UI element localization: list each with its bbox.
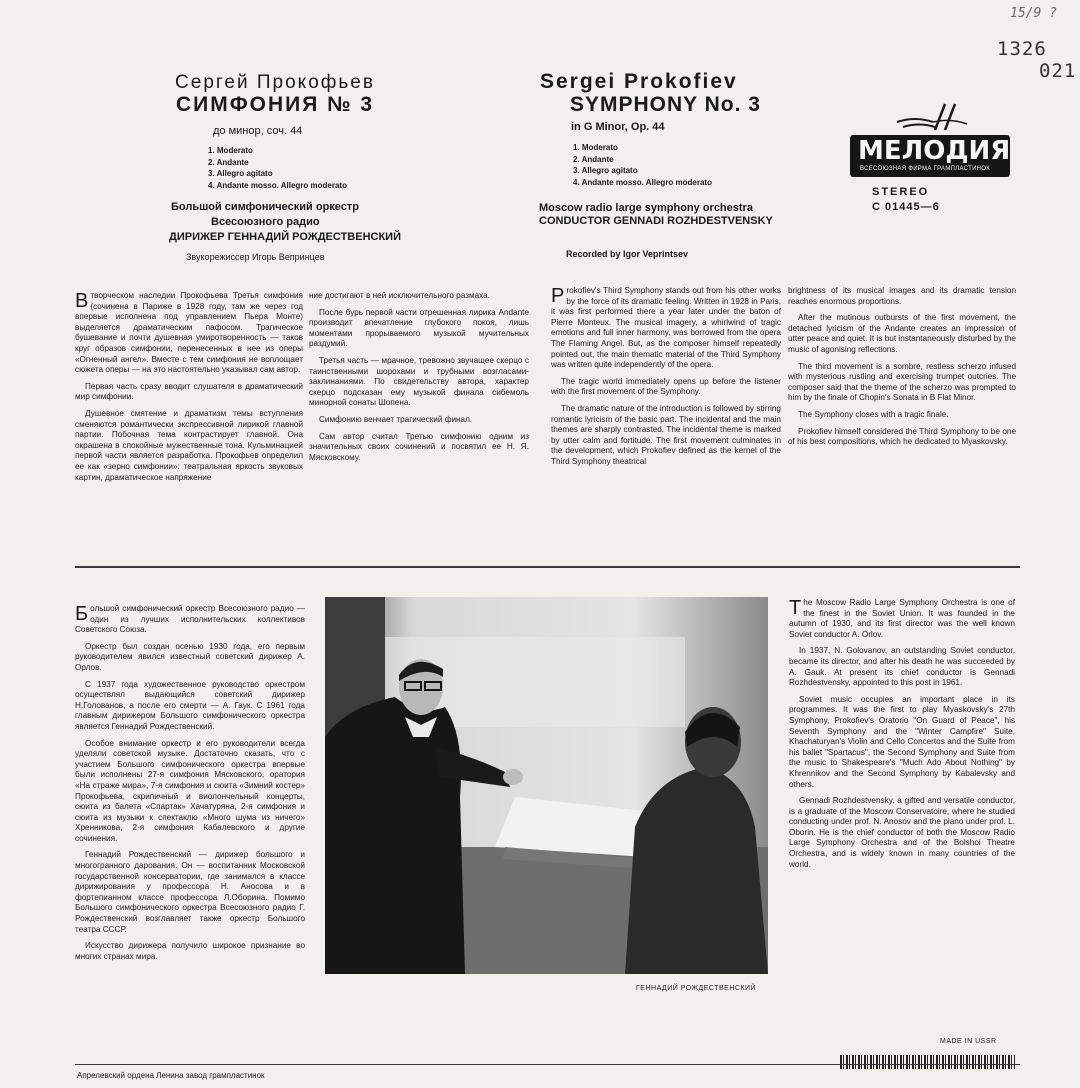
paragraph: Душевное смятение и драматизм темы вступления сменяются романтически экспрессивной лирикой главной партии. Побочная тема контрастирует главной. Она окрашена в спокойные мужественные тона. Кульминацией первой части является разработка. Прокофьев определил ее как «зерно симфонии»: театральная яркость звуковых картин, драматическое напряжение <box>75 408 303 482</box>
movement-en: 2. Andante <box>573 154 614 164</box>
paragraph: The tragic world immediately opens up before the listener with the first movement of the Symphony. <box>551 376 781 397</box>
paragraph: Gennadi Rozhdestvensky, a gifted and versatile conductor, is a graduate of the Moscow Conservatoire, where he studied conducting under prof. N. Anosov and the piano under prof. L. Oborin. He is the chief conductor of both the Moscow Radio Large Symphony Orchestra and of the Bolshoi Theatre Orchestra, and is widely known in many countries of the world. <box>789 796 1015 869</box>
composer-en: Sergei Prokofiev <box>540 70 738 93</box>
movement-list-ru <box>208 145 347 191</box>
notes-ru-column-1 <box>75 291 303 553</box>
performers-ru <box>169 200 401 245</box>
paragraph: brightness of its musical images and its dramatic tension reaches enormous proportions. <box>788 286 1016 306</box>
paragraph: The dramatic nature of the introduction is followed by stirring romantic lyricism of the basic part. The incidental and the main themes are sharply contrasted. The incidental theme is marked by utter calm and fortitude. The first movement culminates in the development, which Prokofiev defined as the kernel of the Third Symphony theatrical <box>551 403 781 466</box>
paragraph: Симфонию венчает трагический финал. <box>319 414 473 424</box>
recorded-ru: Звукорежиссер Игорь Вепринцев <box>186 252 325 262</box>
orchestra-notes-ru <box>75 604 305 1044</box>
paragraph: Третья часть — мрачное, тревожно звучащее скерцо с таинственными шорохами и трубными возгласами-заклинаниями. По свидетельству автора, характер скерцо подсказан ему музыкой финала сибемоль минорной сонаты Шопена. <box>309 355 529 408</box>
handwritten-number-2: 021 <box>1039 60 1077 82</box>
conductor-en: CONDUCTOR GENNADI ROZHDESTVENSKY <box>539 215 773 227</box>
paragraph: Первая часть сразу вводит слушателя в драматический мир симфонии. <box>75 381 303 402</box>
movement-ru: 3. Allegro agitato <box>208 169 273 178</box>
paragraph: Искусство дирижера получило широкое признание во многих странах мира. <box>75 941 305 961</box>
melodiya-logo <box>850 135 1010 177</box>
stereo-label: STEREO <box>872 186 930 198</box>
footer-divider <box>75 1064 1020 1065</box>
paragraph: Втворческом наследии Прокофьева Третья симфония (сочинена в Париже в 1928 году, там же через год впервые исполнена под управлением Пьера Монте) выделяется драматическим пафосом. Трагическое бушевание и почти душевная умиротворенность — таков круг образов симфонии, перенесенных в нее из оперы «Огненный ангел». Вместе с тем симфония не воплощает сюжета оперы — на это настоятельно указывал сам автор. <box>75 291 303 375</box>
paragraph: The third movement is a sombre, restless scherzo infused with mysterious rustling and exercising trumpet outcries. The composer said that the theme of the scherzo was prompted to him by the finale of Chopin's Sonata in B Flat Minor. <box>788 361 1016 403</box>
paragraph: Большой симфонический оркестр Всесоюзного радио — один из лучших исполнительских коллективов Советского Союза. <box>75 604 305 635</box>
section-divider <box>75 566 1020 568</box>
brand-subtitle: ВСЕСОЮЗНАЯ ФИРМА ГРАМПЛАСТИНОК <box>860 166 991 172</box>
catalog-number: С 01445—6 <box>872 201 940 213</box>
movement-ru: 1. Moderato <box>208 146 253 155</box>
paragraph: ние достигают в ней исключительного размаха. <box>309 291 490 300</box>
performers-en <box>539 202 773 228</box>
movement-list-en <box>573 142 712 188</box>
orchestra-notes-en <box>789 598 1015 958</box>
printing-strip <box>840 1055 1015 1069</box>
factory-imprint: Апрелевский ордена Ленина завод грампластинок <box>77 1071 265 1080</box>
paragraph: The Symphony closes with a tragic finale. <box>798 409 949 419</box>
work-title-ru: СИМФОНИЯ № 3 <box>175 93 375 116</box>
movement-ru: 4. Andante mosso. Allegro moderato <box>208 180 347 190</box>
photo-caption: ГЕННАДИЙ РОЖДЕСТВЕНСКИЙ <box>636 985 757 992</box>
orchestra-ru-line2: Всесоюзного радио <box>211 216 320 228</box>
paragraph: С 1937 года художественное руководство оркестром осуществлял выдающийся советский дирижер Н.Голованов, а после его смерти — А. Гаук. С 1961 года главным дирижером Большого симфонического оркестра является Геннадий Рождественский. <box>75 679 305 731</box>
orchestra-ru-line1: Большой симфонический оркестр <box>171 201 359 213</box>
paragraph: Prokofiev himself considered the Third Symphony to be one of his best compositions, which he dedicated to Myaskovsky. <box>788 426 1016 447</box>
conductor-ru: ДИРИЖЕР ГЕННАДИЙ РОЖДЕСТВЕНСКИЙ <box>169 231 401 243</box>
paragraph: Оркестр был создан осенью 1930 года, его первым руководителем явился известный советский дирижер А. Орлов. <box>75 641 305 672</box>
paragraph: In 1937, N. Golovanov, an outstanding Soviet conductor, became its director, and after his death he was succeeded by A. Gauk. At present its chief conductor is Gennadi Rozhdestvensky, appointed to this post in 1961. <box>789 646 1015 688</box>
recorded-en: Recorded by Igor Veprintsev <box>566 249 689 259</box>
movement-en: 1. Moderato <box>573 143 618 152</box>
made-in-label: MADE IN USSR <box>940 1038 997 1045</box>
notes-en-column-2 <box>788 286 1016 516</box>
paragraph: Prokofiev's Third Symphony stands out from his other works by the force of its dramatic feeling. Written in 1928 in Paris, it was first performed there a year later under the baton of Pierre Monteux. The musical imagery, a whirlwind of tragic emotions and full inner harmony, was borrowed from the opera The Flaming Angel. But, as the composer himself repeatedly pointed out, the main thematic material of the Third Symphony was written quite independently of the opera. <box>551 286 781 370</box>
paragraph: Сам автор считал Третью симфонию одним из значительных своих сочинений и посвятил ее Н. Я. Мясковскому. <box>309 431 529 462</box>
movement-ru: 2. Andante <box>208 157 249 167</box>
key-en: in G Minor, Op. 44 <box>571 121 665 133</box>
paragraph: After the mutinous outbursts of the first movement, the detached lyricism of the Andante creates an impression of utter peace and quiet. It is but instantaneously disturbed by the music of agonising reflections. <box>788 313 1016 354</box>
melodiya-emblem-icon <box>895 100 970 135</box>
handwritten-note: 15/9 ? <box>1010 6 1057 21</box>
paragraph: The Moscow Radio Large Symphony Orchestra is one of the finest in the Soviet Union. It was founded in the autumn of 1930, and its first director was the well known Soviet conductor A. Orlov. <box>789 598 1015 639</box>
conductor-photo <box>325 597 768 974</box>
movement-en: 4. Andante mosso. Allegro moderato <box>573 177 712 187</box>
paragraph: После бурь первой части отрешенная лирика Andante производит впечатление глубокого покоя, лишь моментами прорываемого музыкой мучительных раздумий. <box>309 307 529 349</box>
orchestra-en: Moscow radio large symphony orchestra <box>539 202 753 214</box>
notes-en-column-1 <box>551 286 781 558</box>
work-title-en: SYMPHONY No. 3 <box>570 93 761 116</box>
brand-name: МЕЛОДИЯ <box>858 136 1011 166</box>
movement-en: 3. Allegro agitato <box>573 166 638 175</box>
key-ru: до минор, соч. 44 <box>213 125 303 137</box>
paragraph: Soviet music occupies an important place in its programmes. It was the first to play Myaskovsky's 27th Symphony, Prokofiev's Oratorio "On Guard of Peace", his Seventh Symphony and the "Winter Campfire" Suite, Khachaturyan's Violin and Cello Concertos and the Suite from his ballet "Spartacus", the Second Symphony and Suite from the music to Shakespeare's "Much Ado About Nothing" by Khrennikov and the Second Symphony by Kabalevsky and others. <box>789 694 1015 789</box>
paragraph: Геннадий Рождественский — дирижер большого и многогранного дарования. Он — воспитанник Московской государственной консерватории, где занимался в классе дирижирования у профессора Н. Аносова и в фортепианном классе профессора Л.Оборина. Помимо Большого симфонического оркестра Всесоюзного радио Г. Рождественский возглавляет также оркестр Большого театра СССР. <box>75 850 305 934</box>
paragraph: Особое внимание оркестр и его руководители всегда уделяли советской музыке. Достаточно сказать, что с участием Большого симфонического оркестра впервые были исполнены 27-я симфония Мясковского, оратория «На страже мира», 7-я симфония и сюита «Зимний костер» Прокофьева, скрипичный и виолончельный концерты, сюита из балета «Спартак» Хачатуряна, 2-я симфония и сюита из музыки к спектаклю «Много шума из ничего» Хренникова, 2-я симфония Кабалевского и другие сочинения. <box>75 738 305 843</box>
composer-ru: Сергей Прокофьев <box>175 72 375 93</box>
handwritten-number: 1326 <box>997 38 1047 60</box>
notes-ru-column-2 <box>309 291 529 491</box>
